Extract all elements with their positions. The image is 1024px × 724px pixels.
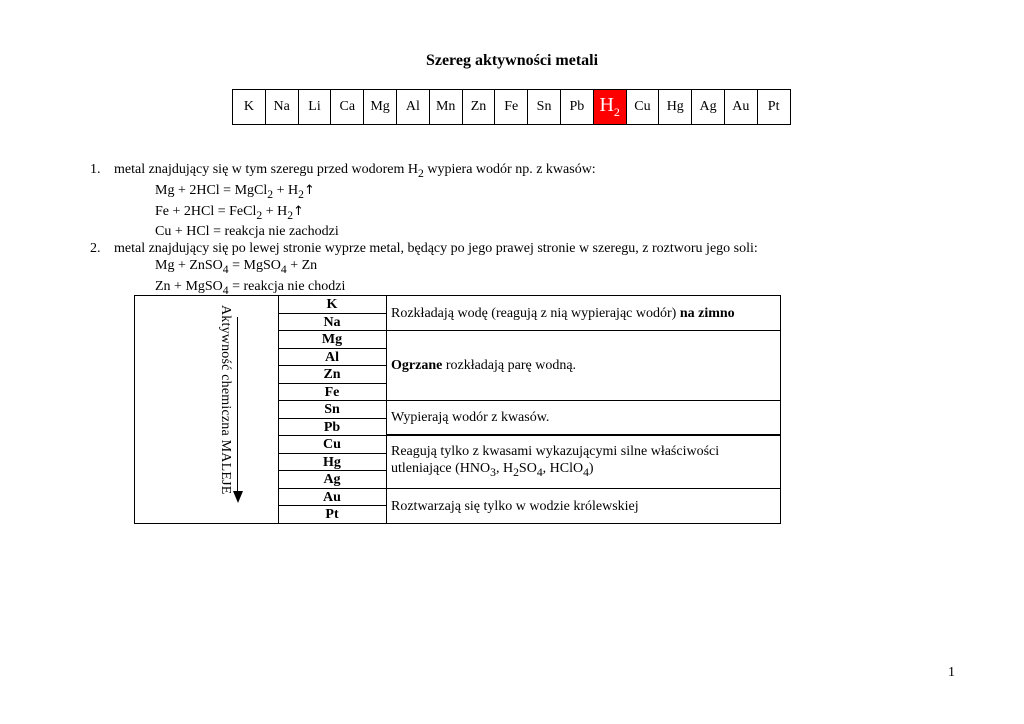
metal-cell: Hg <box>278 454 387 472</box>
metal-cell: Au <box>278 489 387 507</box>
series-cell: Na <box>265 90 298 125</box>
metal-cell: Al <box>278 349 387 367</box>
group-desc-3: Wypierają wodór z kwasów. <box>387 401 780 436</box>
group-desc-1: Rozkładają wodę (reagują z nią wypierając wodór) na zimno <box>387 296 780 331</box>
metal-cell: K <box>278 296 387 314</box>
metal-cell: Zn <box>278 366 387 384</box>
group-desc-5: Roztwarzają się tylko w wodzie królewskiej <box>391 498 639 514</box>
series-cell: Hg <box>659 90 692 125</box>
activity-label: Aktywność chemiczna MALEJE <box>218 305 233 495</box>
series-cell: Li <box>298 90 331 125</box>
group-desc-4: Reagują tylko z kwasami wykazującymi silne właściwości utleniające ($HNO_3$, $H_2SO_4$, HClO$_4$) <box>387 436 780 489</box>
rule-text: metal znajdujący się w tym szeregu przed wodorem $H_2$ wypiera wodór np. z kwasów: <box>114 162 596 180</box>
series-cell: K <box>233 90 266 125</box>
series-cell-hydrogen <box>593 90 626 125</box>
activity-series-table <box>232 89 791 125</box>
series-cell: Au <box>724 90 757 125</box>
activity-column <box>135 296 279 523</box>
series-cell: Pb <box>560 90 593 125</box>
arrow-up-icon: ↑ <box>303 182 315 198</box>
hydrogen-subscript: 2 <box>613 105 620 119</box>
metal-cell: Pt <box>278 506 387 524</box>
equation: Cu + HCl = reakcja nie zachodzi <box>155 224 339 240</box>
metal-cell: Ag <box>278 471 387 489</box>
equation: Mg + 2HCl = MgCl$_2$ + $H_2↑$ <box>155 182 315 201</box>
metal-cell: Sn <box>278 401 387 419</box>
series-cell: Fe <box>495 90 528 125</box>
down-arrow-shaft <box>237 317 238 495</box>
series-cell: Mg <box>364 90 397 125</box>
series-cell: Al <box>396 90 429 125</box>
down-arrow-icon <box>233 491 243 503</box>
rule-number: 2. <box>90 241 101 257</box>
rule-2 <box>90 240 758 299</box>
group-desc-2: Ogrzane rozkładają parę wodną. <box>387 331 780 401</box>
metal-cell: Na <box>278 314 387 332</box>
hydrogen-symbol: H <box>599 94 614 116</box>
series-cell: Ca <box>331 90 364 125</box>
page-number: 1 <box>948 665 955 680</box>
metal-cell: Mg <box>278 331 387 349</box>
series-cell: Pt <box>757 90 790 125</box>
metal-cell: Pb <box>278 419 387 437</box>
metal-cell: Fe <box>278 384 387 402</box>
rules-list <box>90 161 758 299</box>
reactivity-table <box>134 295 781 524</box>
arrow-up-icon: ↑ <box>293 203 304 219</box>
equation: Zn + MgSO$_4$ = reakcja nie chodzi <box>155 279 346 297</box>
metal-cell: Cu <box>278 436 387 454</box>
series-cell: Ag <box>692 90 725 125</box>
page-title: Szereg aktywności metali <box>425 52 599 69</box>
series-cell: Mn <box>429 90 462 125</box>
series-cell: Cu <box>626 90 659 125</box>
equation: Mg + ZnSO$_4$ = MgSO$_4$ + Zn <box>155 258 318 277</box>
series-cell: Sn <box>528 90 561 125</box>
rule-text: metal znajdujący się po lewej stronie wyprze metal, będący po jego prawej stronie w szeregu, z roztworu jego soli: <box>114 241 758 257</box>
rule-1 <box>90 161 758 240</box>
rule-number: 1. <box>90 162 101 177</box>
series-cell: Zn <box>462 90 495 125</box>
equation: Fe + 2HCl = FeCl$_2$ + $H_2↑$ <box>155 203 304 222</box>
